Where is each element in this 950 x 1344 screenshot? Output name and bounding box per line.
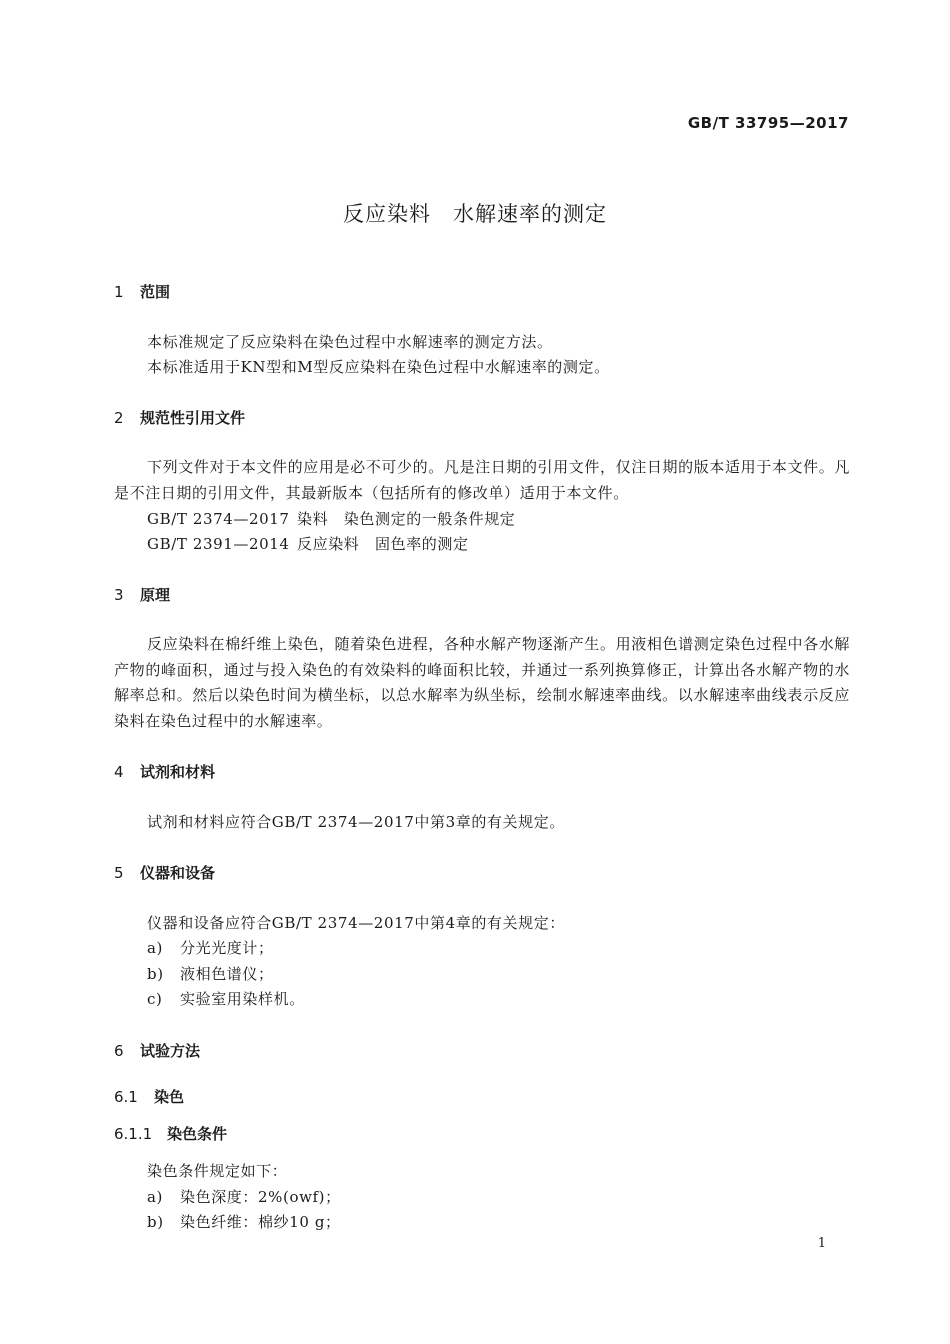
list-text: 分光光度计； (180, 939, 274, 957)
paragraph: 本标准规定了反应染料在染色过程中水解速率的测定方法。 (147, 333, 553, 351)
paragraph: 反应染料在棉纤维上染色，随着染色进程，各种水解产物逐渐产生。用液相色谱测定染色过程中各水解产物的峰面积，通过与投入染色的有效染料的峰面积比较，并通过一系列换算修正，计算出各水解产物的水解率总和。然后以染色时间为横坐标，以总水解率为纵坐标，绘制水解速率曲线。以水解速率曲线表示反应染料在染色过程中的水解速率。 (114, 635, 850, 730)
paragraph: 下列文件对于本文件的应用是必不可少的。凡是注日期的引用文件，仅注日期的版本适用于本文件。凡是不注日期的引用文件，其最新版本（包括所有的修改单）适用于本文件。 (114, 458, 850, 502)
reference-item (147, 533, 469, 554)
list-marker: a) (147, 1188, 163, 1206)
section-title: 染色条件 (167, 1125, 228, 1143)
section-title: 范围 (140, 283, 171, 301)
list-item (147, 1186, 341, 1207)
paragraph: 试剂和材料应符合GB/T 2374—2017中第3章的有关规定。 (147, 813, 565, 831)
paragraph: 仪器和设备应符合GB/T 2374—2017中第4章的有关规定： (147, 914, 565, 932)
section-5-heading (114, 862, 215, 883)
standard-number: GB/T 33795—2017 (687, 114, 849, 132)
section-6-1-1-heading (114, 1123, 227, 1144)
list-marker: c) (147, 990, 163, 1008)
page-number: 1 (817, 1236, 826, 1251)
section-title: 试剂和材料 (140, 763, 216, 781)
list-marker: b) (147, 1213, 164, 1231)
document-title: 反应染料 水解速率的测定 (343, 202, 607, 226)
section-number: 1 (114, 283, 124, 301)
section-6-heading (114, 1040, 200, 1061)
section-number: 6 (114, 1042, 124, 1060)
reference-standard: GB/T 2374—2017 (147, 510, 290, 528)
reference-standard: GB/T 2391—2014 (147, 535, 290, 553)
reference-title: 反应染料 固色率的测定 (297, 535, 469, 553)
section-number: 6.1 (114, 1088, 138, 1106)
reference-title: 染料 染色测定的一般条件规定 (297, 510, 516, 528)
section-title: 规范性引用文件 (140, 409, 246, 427)
section-number: 2 (114, 409, 124, 427)
paragraph: 本标准适用于KN型和M型反应染料在染色过程中水解速率的测定。 (147, 358, 610, 376)
section-6-1-heading (114, 1086, 184, 1107)
list-text: 实验室用染样机。 (180, 990, 305, 1008)
list-text: 液相色谱仪； (180, 965, 274, 983)
paragraph: 染色条件规定如下： (147, 1162, 288, 1180)
section-2-heading (114, 407, 245, 428)
section-title: 试验方法 (140, 1042, 201, 1060)
list-item (147, 963, 274, 984)
reference-item (147, 508, 515, 529)
list-text: 染色纤维：棉纱10 g； (180, 1213, 341, 1231)
section-number: 6.1.1 (114, 1125, 153, 1143)
section-3-heading (114, 584, 170, 605)
section-title: 染色 (154, 1088, 185, 1106)
section-1-heading (114, 281, 170, 302)
section-4-heading (114, 761, 215, 782)
list-marker: a) (147, 939, 163, 957)
list-text: 染色深度：2%(owf)； (180, 1188, 341, 1206)
section-title: 仪器和设备 (140, 864, 216, 882)
section-title: 原理 (140, 586, 171, 604)
list-marker: b) (147, 965, 164, 983)
list-item (147, 937, 274, 958)
section-number: 3 (114, 586, 124, 604)
list-item (147, 1211, 341, 1232)
list-item (147, 988, 305, 1009)
section-number: 5 (114, 864, 124, 882)
section-number: 4 (114, 763, 124, 781)
